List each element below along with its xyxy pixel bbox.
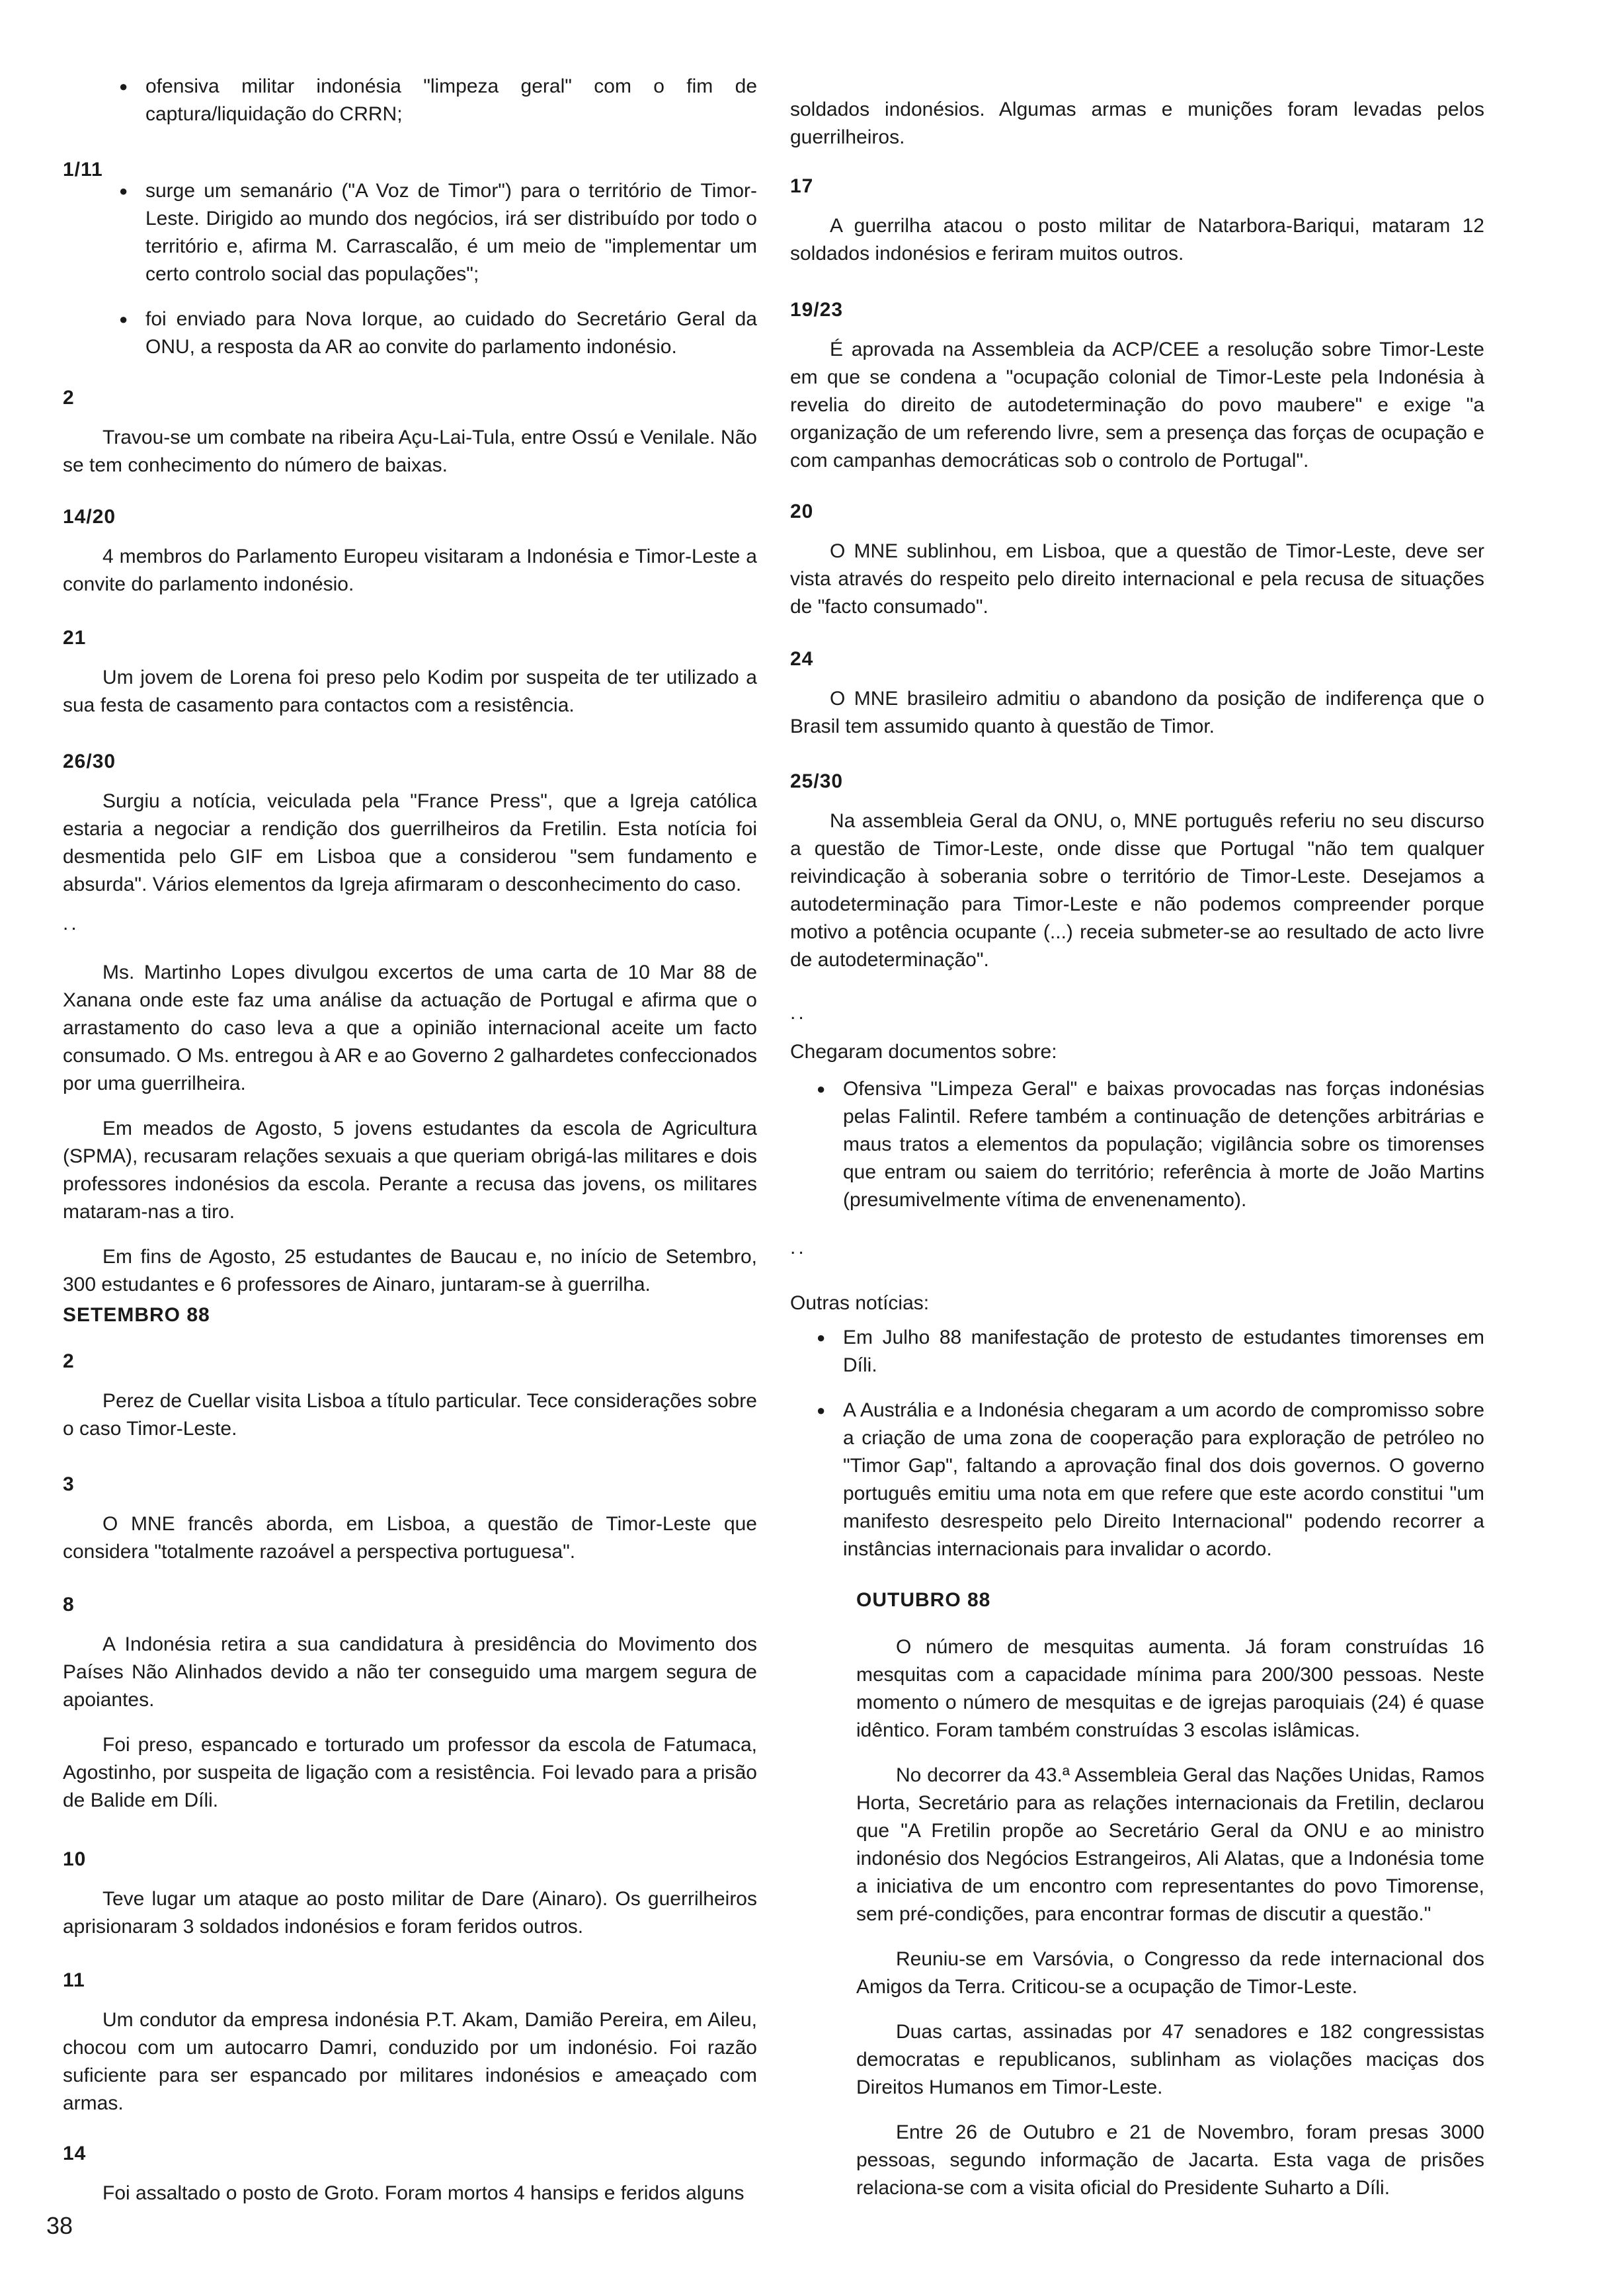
separator-dots (790, 1002, 1484, 1024)
dots: .. (790, 1002, 807, 1024)
entry-24 (790, 648, 1484, 741)
section-title: OUTUBRO 88 (856, 1589, 991, 1611)
entry-date: 10 (63, 1848, 87, 1870)
entry-19-23 (790, 299, 1484, 475)
entry-date: 3 (63, 1473, 75, 1495)
entry-date: 17 (790, 175, 814, 197)
entry-text: Um jovem de Lorena foi preso pelo Kodim por suspeita de ter utilizado a sua festa de casamento para contactos com a resistência. (63, 667, 757, 716)
list-item: ● A Austrália e a Indonésia chegaram a um acordo de compromisso sobre a criação de uma zona de cooperação para exploração de petróleo no "Timor Gap", faltando a aprovação final dos dois governos. O governo português emitiu uma nota em que refere que este acordo constitui "um manifesto desrespeito pelo Direito Internacional" podendo recorrer a instâncias internacionais para invalidar o acordo. (817, 1397, 1484, 1563)
entry-date: 20 (790, 501, 814, 522)
news-block (790, 1290, 1484, 1580)
entry-sep-8 (63, 1594, 757, 1815)
entry-text: Na assembleia Geral da ONU, o, MNE português referiu no seu discurso a questão de Timor-Leste, onde disse que Portugal "não tem qualquer reivindicação à soberania sobre o território de Timor-Leste. Desejamos a autodeterminação para Timor-Leste e não podemos compreender porque motivo a potência ocupante (...) receia submeter-se ao resultado de acto livre de autodeterminação". (790, 810, 1484, 971)
paragraph: Em fins de Agosto, 25 estudantes de Baucau e, no início de Setembro, 300 estudantes e 6 professores de Ainaro, juntaram-se à guerrilha. (63, 1246, 757, 1295)
entry-text: Travou-se um combate na ribeira Açu-Lai-Tula, entre Ossú e Venilale. Não se tem conhecimento do número de baixas. (63, 427, 757, 476)
entry-2 (63, 387, 757, 479)
entry-1-11 (63, 159, 757, 378)
list-item: ● foi enviado para Nova Iorque, ao cuidado do Secretário Geral da ONU, a resposta da AR ao convite do parlamento indonésio. (119, 306, 757, 361)
docs-bullets (817, 1075, 1484, 1214)
section-title: SETEMBRO 88 (63, 1304, 210, 1326)
paras-after-dots (63, 959, 757, 1299)
entry-sep-2 (63, 1350, 757, 1443)
entry-sep-3 (63, 1473, 757, 1566)
entry-date: 2 (63, 387, 75, 409)
entry-text: O MNE brasileiro admitiu o abandono da posição de indiferença que o Brasil tem assumido quanto à questão de Timor. (790, 688, 1484, 737)
entry-date: 8 (63, 1594, 75, 1616)
paragraph: Ms. Martinho Lopes divulgou excertos de uma carta de 10 Mar 88 de Xanana onde este faz uma análise da actuação de Portugal e afirma que o arrastamento do caso leva a que a opinião internacional aceite um facto consumado. O Ms. entregou à AR e ao Governo 2 galhardetes confeccionados por uma guerrilheira. (63, 962, 757, 1094)
entry-sep-14 (63, 2143, 757, 2207)
paragraph: Em meados de Agosto, 5 jovens estudantes da escola de Agricultura (SPMA), recusaram relações sexuais a que queriam obrigá-las militares e dois professores indonésios da escola. Perante a recusa das jovens, os militares mataram-nas a tiro. (63, 1118, 757, 1223)
news-heading: Outras notícias: (790, 1292, 930, 1314)
entry-25-30 (790, 770, 1484, 974)
entry-bullets (119, 177, 757, 361)
documents-block (790, 1038, 1484, 1231)
entry-date: 1/11 (63, 159, 103, 181)
dots: .. (63, 913, 79, 934)
entry-date: 19/23 (790, 299, 844, 321)
docs-heading: Chegaram documentos sobre: (790, 1041, 1057, 1063)
entry-date: 26/30 (63, 751, 116, 772)
continuation (790, 96, 1484, 151)
entry-text: Um condutor da empresa indonésia P.T. Akam, Damião Pereira, em Aileu, chocou com um autocarro Damri, conduzido por um indonésio. Foi razão suficiente para ser espancado por militares indonésios e ameaçado com armas. (63, 2009, 757, 2114)
separator-dots (63, 913, 757, 935)
page-number: 38 (46, 2212, 73, 2239)
dots: .. (790, 1237, 807, 1258)
section-outubro (856, 1589, 1484, 1612)
entry-text: 4 membros do Parlamento Europeu visitaram a Indonésia e Timor-Leste a convite do parlamento indonésio. (63, 546, 757, 595)
entry-date: 14 (63, 2143, 87, 2164)
entry-20 (790, 501, 1484, 621)
entry-date: 2 (63, 1350, 75, 1372)
entry-text: O MNE sublinhou, em Lisboa, que a questão de Timor-Leste, deve ser vista através do respeito pelo direito internacional e pela recusa de situações de "facto consumado". (790, 540, 1484, 618)
entry-sep-11 (63, 1969, 757, 2117)
entry-text: Teve lugar um ataque ao posto militar de Dare (Ainaro). Os guerrilheiros aprisionaram 3 soldados indonésios e foram feridos outros. (63, 1888, 757, 1938)
paragraph: O número de mesquitas aumenta. Já foram construídas 16 mesquitas com a capacidade mínima para 200/300 pessoas. Neste momento o número de mesquitas e de igrejas paroquiais (24) é quase idêntico. Foram também construídas 3 escolas islâmicas. (856, 1636, 1484, 1741)
entry-14-20 (63, 506, 757, 598)
october-paras (856, 1633, 1484, 2202)
paragraph: Reuniu-se em Varsóvia, o Congresso da rede internacional dos Amigos da Terra. Criticou-se a ocupação de Timor-Leste. (856, 1948, 1484, 1998)
news-bullets (817, 1324, 1484, 1563)
entry-date: 21 (63, 627, 87, 649)
paragraph: Duas cartas, assinadas por 47 senadores e 182 congressistas democratas e republicanos, sublinham as violações maciças dos Direitos Humanos em Timor-Leste. (856, 2021, 1484, 2098)
entry-date: 14/20 (63, 506, 116, 528)
list-item: ● ofensiva militar indonésia "limpeza geral" com o fim de captura/liquidação do CRRN; (119, 73, 757, 128)
entry-date: 11 (63, 1969, 85, 1991)
entry-text: Foi preso, espancado e torturado um professor da escola de Fatumaca, Agostinho, por suspeita de ligação com a resistência. Foi levado para a prisão de Balide em Díli. (63, 1734, 757, 1811)
entry-sep-10 (63, 1848, 757, 1941)
list-item: ● Em Julho 88 manifestação de protesto de estudantes timorenses em Díli. (817, 1324, 1484, 1379)
entry-text: O MNE francês aborda, em Lisboa, a questão de Timor-Leste que considera "totalmente razoável a perspectiva portuguesa". (63, 1513, 757, 1563)
entry-text: É aprovada na Assembleia da ACP/CEE a resolução sobre Timor-Leste em que se condena a "ocupação colonial de Timor-Leste pela Indonésia à revelia do direito de autodeterminação do povo maubere" e exige "a organização de um referendo livre, sem a presença das forças de ocupação e com campanhas democráticas sob o controlo de Portugal". (790, 339, 1484, 472)
separator-dots (790, 1237, 1484, 1259)
continuation-text: soldados indonésios. Algumas armas e munições foram levadas pelos guerrilheiros. (790, 99, 1484, 148)
paragraph: Entre 26 de Outubro e 21 de Novembro, foram presas 3000 pessoas, segundo informação de Jacarta. Esta vaga de prisões relaciona-se com a visita oficial do Presidente Suharto a Díli. (856, 2121, 1484, 2199)
list-item: ● surge um semanário ("A Voz de Timor") para o território de Timor-Leste. Dirigido ao mundo dos negócios, irá ser distribuído por todo o território e, afirma M. Carrascalão, é um meio de "implementar um certo controlo social das populações"; (119, 177, 757, 288)
entry-text: A Indonésia retira a sua candidatura à presidência do Movimento dos Países Não Alinhados devido a não ter conseguido uma margem segura de apoiantes. (63, 1633, 757, 1711)
list-item: ● Ofensiva "Limpeza Geral" e baixas provocadas nas forças indonésias pelas Falintil. Refere também a continuação de detenções arbitrárias e maus tratos a elementos da população; vigilância sobre os timorenses que entram ou saiem do território; referência à morte de João Martins (presumivelmente vítima de envenenamento). (817, 1075, 1484, 1214)
entry-17 (790, 175, 1484, 268)
entry-text: Foi assaltado o posto de Groto. Foram mortos 4 hansips e feridos alguns (102, 2182, 744, 2204)
entry-26-30 (63, 751, 757, 899)
intro-bullets (119, 73, 757, 128)
intro-block (119, 73, 757, 145)
entry-text: Perez de Cuellar visita Lisboa a título particular. Tece considerações sobre o caso Timor-Leste. (63, 1390, 757, 1440)
entry-21 (63, 627, 757, 719)
paragraph: No decorrer da 43.ª Assembleia Geral das Nações Unidas, Ramos Horta, Secretário para as relações internacionais da Fretilin, declarou que "A Fretilin propõe ao Secretário Geral da ONU e ao ministro indonésio dos Negócios Estrangeiros, Ali Alatas, que a Indonésia tome a iniciativa de um encontro com representantes do povo Timorense, sem pré-condições, para encontrar formas de discutir a questão." (856, 1764, 1484, 1925)
entry-text: Surgiu a notícia, veiculada pela "France Press", que a Igreja católica estaria a negociar a rendição dos guerrilheiros da Fretilin. Esta notícia foi desmentida pelo GIF em Lisboa que a considerou "sem fundamento e absurda". Vários elementos da Igreja afirmaram o desconhecimento do caso. (63, 790, 757, 895)
entry-date: 24 (790, 648, 814, 670)
entry-text: A guerrilha atacou o posto militar de Natarbora-Bariqui, mataram 12 soldados indonésios e feriram muitos outros. (790, 215, 1484, 265)
section-setembro (63, 1304, 757, 1327)
entry-date: 25/30 (790, 770, 844, 792)
